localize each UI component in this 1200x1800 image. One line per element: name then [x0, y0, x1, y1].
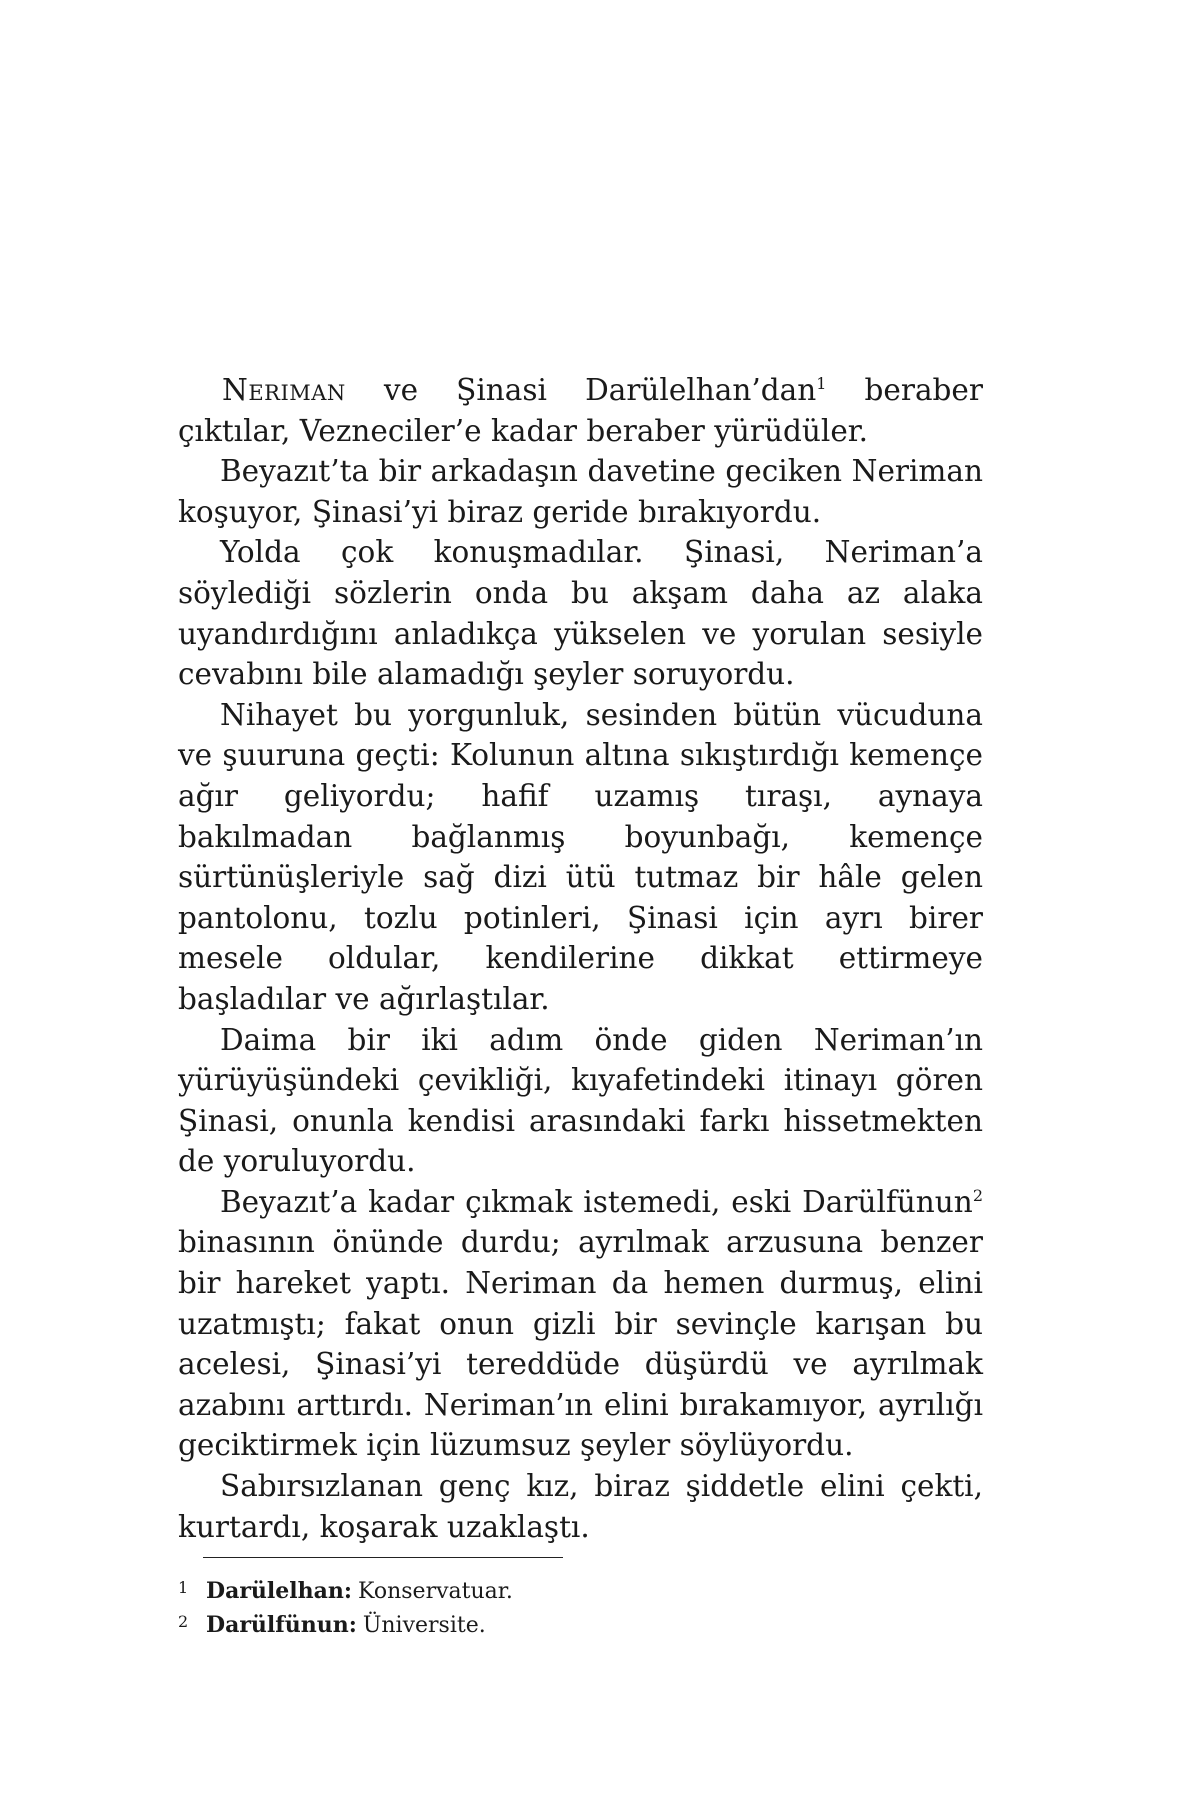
footnote-term: Darülelhan: — [206, 1578, 352, 1604]
body-text — [178, 370, 983, 1547]
paragraph-1-text-b: beraber çıktılar, Vezneciler’e kadar beraber yürüdüler. — [178, 373, 983, 448]
paragraph-6-text-b: binasının önünde durdu; ayrılmak arzusuna benzer bir hareket yaptı. Neriman da hemen durmuş, elini uzatmıştı; fakat onun gizli bir sevinçle karışan bu acelesi, Şinasi’yi tereddüde düşürdü ve ayrılmak azabını arttırdı. Neriman’ın elini bırakamıyor, ayrılığı geciktirmek için lüzumsuz şeyler söylüyordu. — [178, 1225, 983, 1463]
paragraph-7: Sabırsızlanan genç kız, biraz şiddetle elini çekti, kurtardı, koşarak uzaklaştı. — [178, 1469, 983, 1544]
footnote-divider — [203, 1557, 563, 1558]
paragraph-3: Yolda çok konuşmadılar. Şinasi, Neriman’a söylediği sözlerin onda bu akşam daha az alaka uyandırdığını anladıkça yükselen ve yorulan sesiyle cevabını bile alamadığı şeyler soruyordu. — [178, 535, 983, 692]
footnote-number: 2 — [178, 1612, 189, 1631]
paragraph-6 — [178, 1182, 983, 1466]
footnote-definition: Konservatuar. — [358, 1579, 513, 1604]
footnote-1 — [178, 1575, 983, 1609]
paragraph-1 — [178, 370, 983, 451]
footnotes — [178, 1575, 983, 1643]
footnote-ref-1: 1 — [816, 374, 827, 394]
paragraph-4: Nihayet bu yorgunluk, sesinden bütün vücuduna ve şuuruna geçti: Kolunun altına sıkıştırdığı kemençe ağır geliyordu; hafif uzamış tıraşı, aynaya bakılmadan bağlanmış boyunbağı, kemençe sürtünüşleriyle sağ dizi ütü tutmaz bir hâle gelen pantolonu, tozlu potinleri, Şinasi için ayrı birer mesele oldular, kendilerine dikkat ettirmeye başladılar ve ağırlaştılar. — [178, 697, 983, 1016]
paragraph-6-text-a: Beyazıt’a kadar çıkmak istemedi, eski Darülfünun — [220, 1184, 973, 1219]
footnote-ref-2: 2 — [972, 1186, 983, 1206]
footnote-number: 1 — [178, 1578, 189, 1597]
footnote-term: Darülfünun: — [206, 1612, 357, 1638]
paragraph-5: Daima bir iki adım önde giden Neriman’ın yürüyüşündeki çevikliği, kıyafetindeki itinayı gören Şinasi, onunla kendisi arasındaki farkı hissetmekten de yoruluyordu. — [178, 1022, 983, 1179]
paragraph-1-text-a: ve Şinasi Darülelhan’dan — [345, 373, 817, 407]
footnote-definition: Üniversite. — [362, 1613, 486, 1638]
opening-name: Neriman — [222, 373, 346, 407]
footnote-2 — [178, 1609, 983, 1643]
paragraph-2: Beyazıt’ta bir arkadaşın davetine geciken Neriman koşuyor, Şinasi’yi biraz geride bırakıyordu. — [178, 454, 983, 529]
